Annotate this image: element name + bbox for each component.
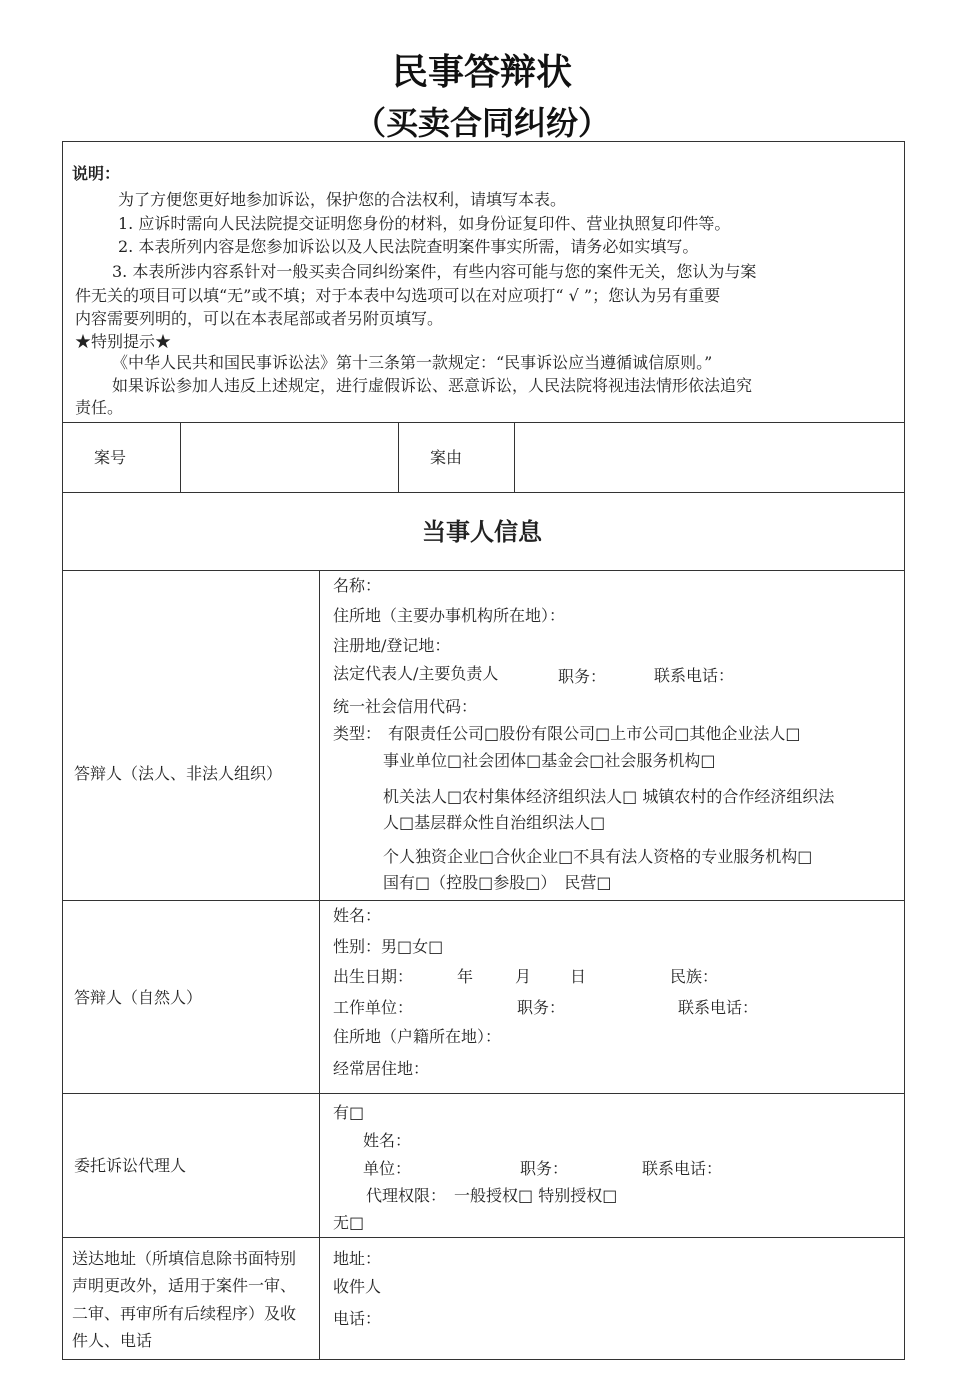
person-label: 答辩人（自然人） bbox=[74, 988, 203, 1007]
person-birth-label[interactable]: 出生日期： bbox=[333, 967, 414, 986]
case-number-label: 案号 bbox=[94, 448, 127, 467]
person-phone-field[interactable]: 联系电话： bbox=[678, 998, 759, 1017]
divider bbox=[514, 422, 515, 492]
divider bbox=[62, 422, 905, 423]
delivery-label: 声明更改外，适用于案件一审、 bbox=[72, 1276, 297, 1295]
divider bbox=[62, 492, 905, 493]
agent-phone-field[interactable]: 联系电话： bbox=[642, 1159, 723, 1178]
agent-no-checkbox[interactable]: 无□ bbox=[333, 1213, 365, 1232]
delivery-label: 件人、电话 bbox=[72, 1331, 153, 1350]
divider bbox=[62, 570, 905, 571]
form-title: 民事答辩状 bbox=[391, 51, 572, 93]
person-domicile-field[interactable]: 住所地（户籍所在地）： bbox=[333, 1027, 502, 1046]
org-registered-field[interactable]: 注册地/登记地： bbox=[333, 636, 451, 655]
org-type-options[interactable]: 人□基层群众性自治组织法人□ bbox=[383, 813, 606, 832]
birth-day: 日 bbox=[570, 967, 587, 986]
form-subtitle: （买卖合同纠纷） bbox=[353, 104, 610, 142]
agent-label: 委托诉讼代理人 bbox=[74, 1156, 187, 1175]
delivery-label: 二审、再审所有后续程序）及收 bbox=[72, 1304, 297, 1323]
agent-yes-checkbox[interactable]: 有□ bbox=[333, 1103, 365, 1122]
delivery-phone-field[interactable]: 电话： bbox=[333, 1309, 382, 1328]
delivery-label: 送达地址（所填信息除书面特别 bbox=[72, 1249, 297, 1268]
notice-line: 如果诉讼参加人违反上述规定，进行虚假诉讼、恶意诉讼，人民法院将视违法情形依法追究 bbox=[112, 376, 753, 395]
notice-heading: ★特别提示★ bbox=[75, 332, 172, 351]
person-employer-field[interactable]: 工作单位： bbox=[333, 998, 414, 1017]
agent-unit-field[interactable]: 单位： bbox=[363, 1159, 412, 1178]
intro-line: 为了方便您更好地参加诉讼，保护您的合法权利，请填写本表。 bbox=[118, 190, 567, 209]
divider bbox=[180, 422, 181, 492]
intro-heading: 说明： bbox=[72, 164, 121, 183]
agent-authority-options[interactable]: 代理权限： 一般授权□ 特别授权□ bbox=[366, 1186, 618, 1205]
org-type-options[interactable]: 机关法人□农村集体经济组织法人□ 城镇农村的合作经济组织法 bbox=[383, 787, 835, 806]
org-address-field[interactable]: 住所地（主要办事机构所在地）： bbox=[333, 606, 566, 625]
notice-line: 《中华人民共和国民事诉讼法》第十三条第一款规定：“民事诉讼应当遵循诚信原则。” bbox=[112, 353, 713, 372]
org-phone-field[interactable]: 联系电话： bbox=[654, 666, 735, 685]
case-cause-field[interactable] bbox=[516, 424, 902, 490]
org-type-options[interactable]: 国有□（控股□参股□） 民营□ bbox=[383, 873, 612, 892]
org-type-label: 类型： bbox=[333, 724, 382, 743]
person-residence-field[interactable]: 经常居住地： bbox=[333, 1059, 430, 1078]
intro-line: 1. 应诉时需向人民法院提交证明您身份的材料，如身份证复印件、营业执照复印件等。 bbox=[118, 214, 731, 233]
delivery-recipient-field[interactable]: 收件人 bbox=[333, 1277, 382, 1296]
agent-name-field[interactable]: 姓名： bbox=[363, 1131, 412, 1150]
org-rep-field[interactable]: 法定代表人/主要负责人 bbox=[333, 664, 499, 683]
divider bbox=[319, 570, 320, 1360]
birth-month: 月 bbox=[515, 967, 532, 986]
person-position-field[interactable]: 职务： bbox=[517, 998, 566, 1017]
person-gender-options[interactable]: 性别：男□女□ bbox=[333, 937, 444, 956]
birth-year: 年 bbox=[457, 967, 474, 986]
divider bbox=[398, 422, 399, 492]
org-label: 答辩人（法人、非法人组织） bbox=[74, 764, 283, 783]
intro-line: 内容需要列明的，可以在本表尾部或者另附页填写。 bbox=[75, 309, 444, 328]
divider bbox=[62, 900, 905, 901]
intro-line: 件无关的项目可以填“无”或不填；对于本表中勾选项可以在对应项打“ √ ”；您认为另有重要 bbox=[75, 286, 721, 305]
delivery-address-field[interactable]: 地址： bbox=[333, 1249, 382, 1268]
section-title: 当事人信息 bbox=[422, 517, 542, 546]
org-type-options[interactable]: 个人独资企业□合伙企业□不具有法人资格的专业服务机构□ bbox=[383, 847, 813, 866]
divider bbox=[62, 1093, 905, 1094]
divider bbox=[62, 1237, 905, 1238]
org-name-field[interactable]: 名称： bbox=[333, 576, 382, 595]
org-type-options[interactable]: 事业单位□社会团体□基金会□社会服务机构□ bbox=[383, 751, 716, 770]
person-ethnicity-field[interactable]: 民族： bbox=[670, 967, 719, 986]
case-cause-label: 案由 bbox=[430, 448, 463, 467]
org-position-field[interactable]: 职务： bbox=[558, 667, 607, 686]
case-number-field[interactable] bbox=[182, 424, 396, 490]
org-credit-code-field[interactable]: 统一社会信用代码： bbox=[333, 697, 478, 716]
intro-line: 3. 本表所涉内容系针对一般买卖合同纠纷案件，有些内容可能与您的案件无关，您认为与案 bbox=[112, 262, 757, 281]
org-type-options[interactable]: 有限责任公司□股份有限公司□上市公司□其他企业法人□ bbox=[388, 724, 801, 743]
person-name-field[interactable]: 姓名： bbox=[333, 906, 382, 925]
agent-position-field[interactable]: 职务： bbox=[520, 1159, 569, 1178]
intro-line: 2. 本表所列内容是您参加诉讼以及人民法院查明案件事实所需，请务必如实填写。 bbox=[118, 237, 699, 256]
notice-line: 责任。 bbox=[75, 398, 124, 417]
